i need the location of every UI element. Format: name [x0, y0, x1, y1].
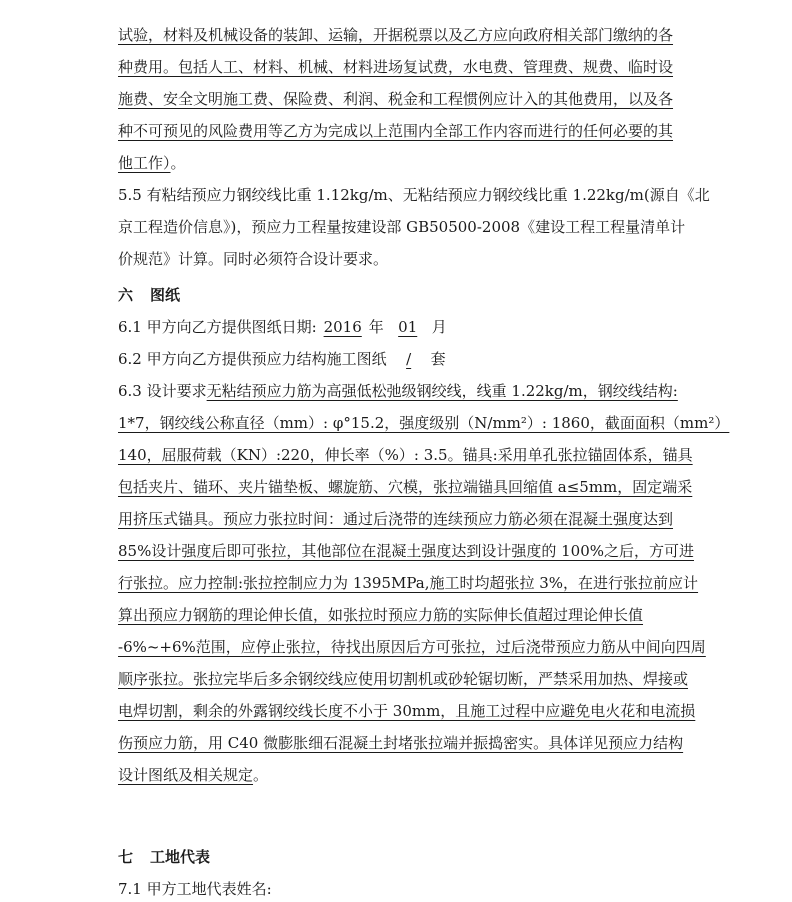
text-line: 施费、安全文明施工费、保险费、利润、税金和工程惯例应计入的其他费用，以及各 — [118, 90, 674, 108]
year-label: 年 — [368, 318, 384, 336]
item-7-1 — [118, 876, 718, 902]
text-line: 140，屈服荷载（KN）:220，伸长率（%）: 3.5。锚具:采用单孔张拉锚固体系，锚具 — [118, 446, 693, 464]
section-7-heading — [118, 844, 718, 870]
section-number: 七 — [118, 848, 134, 866]
text-line: 1*7，钢绞线公称直径（mm）: φ°15.2，强度级别（N/mm²）: 1860，截面面积（mm²） — [118, 414, 730, 432]
text-line — [118, 378, 718, 404]
text-line — [118, 150, 718, 176]
item-6-2 — [118, 346, 718, 372]
section5-continuation — [118, 22, 718, 176]
item-6-1 — [118, 314, 718, 340]
text-line: 顺序张拉。张拉完毕后多余钢绞线应使用切割机或砂轮锯切断，严禁采用加热、焊接或 — [118, 670, 689, 688]
text-line: 价规范》计算。同时必须符合设计要求。 — [118, 250, 389, 268]
month-label: 月 — [431, 318, 447, 336]
text-segment: 。 — [253, 766, 269, 784]
section-6-heading — [118, 282, 718, 308]
text-line: 电焊切割，剩余的外露钢绞线长度不小于 30mm，且施工过程中应避免电火花和电流损 — [118, 702, 696, 720]
text-line: 种不可预见的风险费用等乙方为完成以上范围内全部工作内容而进行的任何必要的其 — [118, 122, 674, 140]
text-line: -6%~+6%范围，应停止张拉，待找出原因后方可张拉，过后浇带预应力筋从中间向四周 — [118, 638, 706, 656]
text-segment: 。 — [170, 154, 186, 172]
year-value: 2016 — [323, 318, 362, 336]
text-line: 算出预应力钢筋的理论伸长值，如张拉时预应力筋的实际伸长值超过理论伸长值 — [118, 606, 644, 624]
text-line: 85%设计强度后即可张拉，其他部位在混凝土强度达到设计强度的 100%之后，方可进 — [118, 542, 694, 560]
document-page — [118, 22, 730, 902]
text-line — [118, 762, 718, 788]
item-label: 6.1 甲方向乙方提供图纸日期: — [118, 318, 317, 336]
count-value: / — [406, 350, 412, 368]
text-segment: 设计图纸及相关规定 — [118, 766, 254, 784]
text-line: 京工程造价信息》)，预应力工程量按建设部 GB50500-2008《建设工程工程量清单计 — [118, 218, 686, 236]
item-label: 6.2 甲方向乙方提供预应力结构施工图纸 — [118, 350, 387, 368]
section-number: 六 — [118, 286, 134, 304]
text-line: 用挤压式锚具。预应力张拉时间：通过后浇带的连续预应力筋必须在混凝土强度达到 — [118, 510, 674, 528]
section-title: 图纸 — [150, 286, 181, 304]
text-line: 包括夹片、锚环、夹片锚垫板、螺旋筋、穴模，张拉端锚具回缩值 a≤5mm，固定端采 — [118, 478, 693, 496]
unit-label: 套 — [430, 350, 446, 368]
text-line: 试验，材料及机械设备的装卸、运输，开据税票以及乙方应向政府相关部门缴纳的各 — [118, 26, 674, 44]
item-label: 7.1 甲方工地代表姓名: — [118, 880, 272, 898]
month-value: 01 — [398, 318, 418, 336]
text-line: 种费用。包括人工、材料、机械、材料进场复试费，水电费、管理费、规费、临时设 — [118, 58, 674, 76]
text-line: 行张拉。应力控制:张拉控制应力为 1395MPa,施工时均超张拉 3%，在进行张拉前应计 — [118, 574, 699, 592]
text-line: 伤预应力筋，用 C40 微膨胀细石混凝土封堵张拉端并振捣密实。具体详见预应力结构 — [118, 734, 684, 752]
text-segment: 无粘结预应力筋为高强低松弛级钢绞线，线重 1.22kg/m，钢绞线结构: — [206, 382, 678, 400]
item-5-5 — [118, 182, 718, 272]
text-segment: 他工作） — [118, 154, 171, 172]
item-6-3 — [118, 378, 730, 788]
item-label: 6.3 设计要求 — [118, 382, 207, 400]
text-line: 5.5 有粘结预应力钢绞线比重 1.12kg/m、无粘结预应力钢绞线比重 1.22kg/m(源自《北 — [118, 186, 710, 204]
section-title: 工地代表 — [150, 848, 211, 866]
